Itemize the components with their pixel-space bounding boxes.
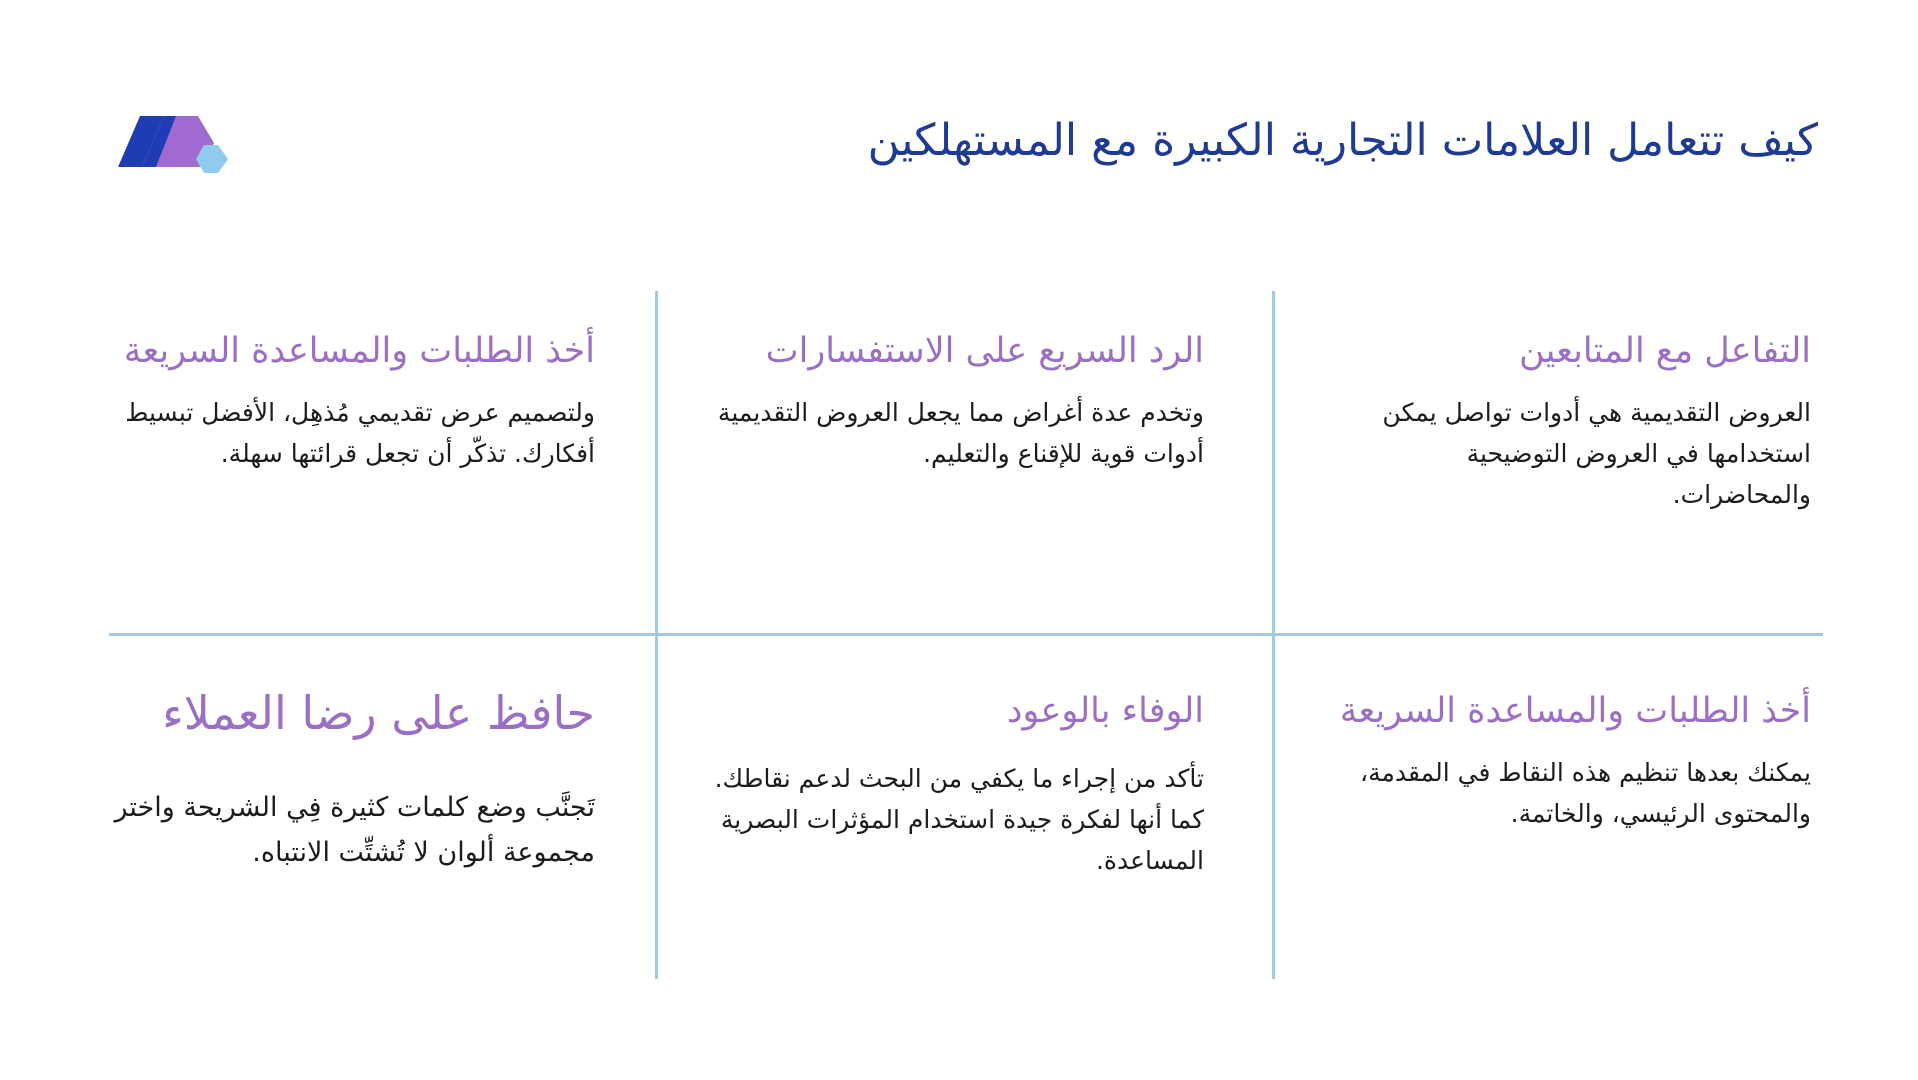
cell-bottom-right — [1291, 683, 1811, 834]
cell-heading: أخذ الطلبات والمساعدة السريعة — [123, 331, 595, 371]
cell-top-middle — [684, 323, 1204, 474]
cell-body: تأكد من إجراء ما يكفي من البحث لدعم نقاطك. كما أنها لفكرة جيدة استخدام المؤثرات البصرية المساعدة. — [714, 764, 1204, 875]
slide-title: كيف تتعامل العلامات التجارية الكبيرة مع المستهلكين — [867, 115, 1818, 166]
cell-top-left — [95, 323, 595, 474]
grid-divider-horizontal — [109, 633, 1823, 636]
cell-heading: التفاعل مع المتابعين — [1518, 331, 1811, 371]
cell-body: وتخدم عدة أغراض مما يجعل العروض التقديمية أدوات قوية للإقناع والتعليم. — [717, 398, 1204, 468]
cell-bottom-left — [95, 683, 595, 875]
cell-body: تَجنَّب وضع كلمات كثيرة فِي الشريحة واختر مجموعة ألوان لا تُشتِّت الانتباه. — [114, 792, 595, 868]
cell-body: يمكنك بعدها تنظيم هذه النقاط في المقدمة، والمحتوى الرئيسي، والخاتمة. — [1360, 758, 1811, 828]
cell-body: ولتصميم عرض تقديمي مُذهِل، الأفضل تبسيط أفكارك. تذكّر أن تجعل قرائتها سهلة. — [125, 398, 595, 468]
cell-heading: الرد السريع على الاستفسارات — [765, 331, 1204, 371]
cell-body: العروض التقديمية هي أدوات تواصل يمكن استخدامها في العروض التوضيحية والمحاضرات. — [1382, 398, 1811, 509]
cell-heading: أخذ الطلبات والمساعدة السريعة — [1339, 691, 1811, 731]
cell-heading: حافظ على رضا العملاء — [162, 686, 595, 740]
cell-top-right — [1331, 323, 1811, 515]
brand-logo-icon — [118, 115, 238, 185]
cell-bottom-middle — [684, 683, 1204, 881]
cell-heading: الوفاء بالوعود — [1006, 691, 1204, 731]
